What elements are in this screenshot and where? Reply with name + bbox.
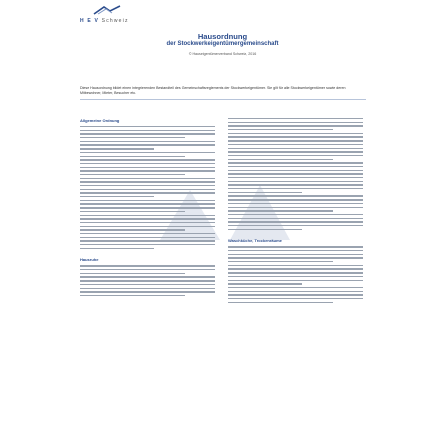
document-title: Hausordnung <box>197 32 248 41</box>
body-text <box>80 126 215 249</box>
section-heading: Hausruhe <box>80 257 99 263</box>
right-column <box>228 118 363 305</box>
body-text <box>80 265 215 296</box>
brand-name: H E V Schweiz <box>80 18 129 24</box>
body-text <box>228 118 363 230</box>
document-subtitle: der Stockwerkeigentümergemeinschaft <box>166 41 279 47</box>
section-heading: Allgemeine Ordnung <box>80 118 120 123</box>
document-meta: © Hauseigentümerverband Schweiz, 2016 <box>188 52 257 56</box>
intro-divider <box>80 99 366 100</box>
intro-paragraph: Diese Hausordnung bildet einen integrierenden Bestandteil des Gemeinschaftsreglements der Stockwerkeigentümer. Sie gilt für alle Stockwerkeigentümer sowie deren Mitbewohner, Mieter, Besucher etc. <box>80 86 366 100</box>
left-column <box>80 118 215 299</box>
roof-logo-icon <box>92 5 122 15</box>
body-text <box>228 246 363 303</box>
section-heading: Waschküche, Trockenräume <box>228 238 282 244</box>
hev-logo <box>80 5 150 29</box>
